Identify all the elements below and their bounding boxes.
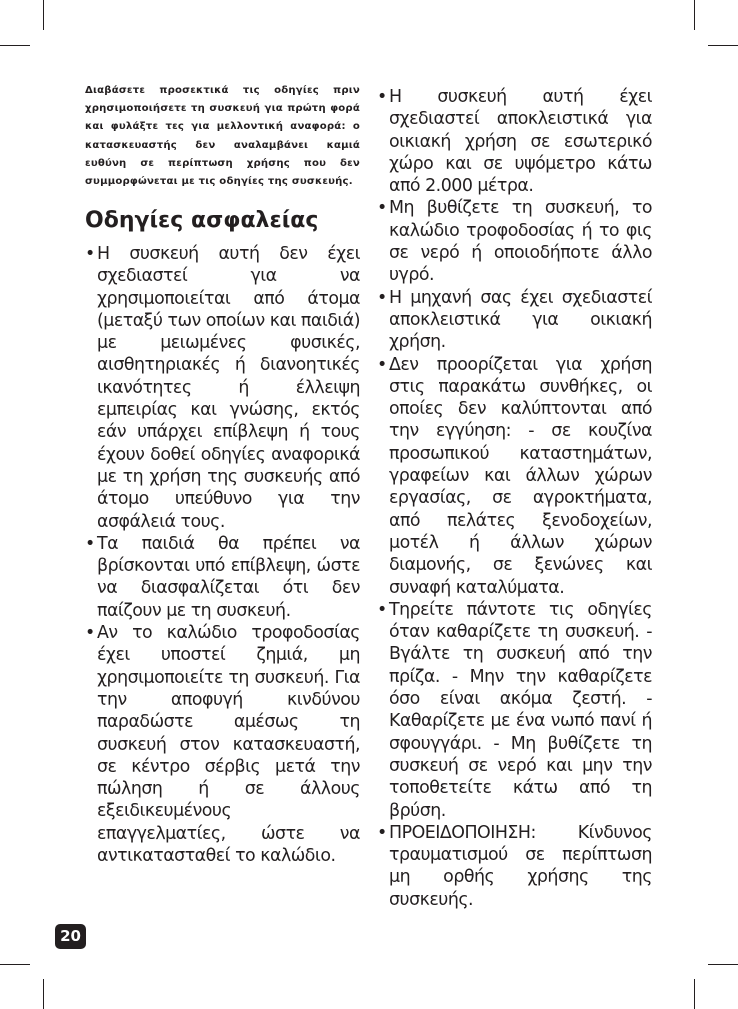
list-item: • Η συσκευή αυτή έχει σχεδιαστεί αποκλειστικά για οικιακή χρήση σε εσωτερικό χώρο και σε υψόμετρο κάτω από 2.000 μέτρα.: [377, 86, 652, 197]
list-item: • Μη βυθίζετε τη συσκευή, το καλώδιο τροφοδοσίας ή το φις σε νερό ή οποιοδήποτε άλλο υγρό.: [377, 197, 652, 286]
list-item: • Δεν προορίζεται για χρήση στις παρακάτω συνθήκες, οι οποίες δεν καλύπτονται από την εγγύηση: - σε κουζίνα προσωπικού καταστημάτων, γραφείων και άλλων χώρων εργασίας, σε αγροκτήματα, από πελάτες ξενοδοχείων, μοτέλ ή άλλων χώρων διαμονής, σε ξενώνες και συναφή καταλύματα.: [377, 354, 652, 599]
crop-mark-top-right-horizontal: [708, 45, 738, 46]
list-item: • Η συσκευή αυτή δεν έχει σχεδιαστεί για να χρησιμοποιείται από άτομα (μεταξύ των οποίων και παιδιά) με μειωμένες φυσικές, αισθητηριακές ή διανοητικές ικανότητες ή έλλειψη εμπειρίας και γνώσης, εκτός εάν υπάρχει επίβλεψη ή τους έχουν δοθεί οδηγίες αναφορικά με τη χρήση της συσκευής από άτομο υπεύθυνο για την ασφάλειά τους.: [85, 243, 360, 533]
crop-mark-bottom-left-vertical: [43, 979, 44, 1009]
list-item: • Τα παιδιά θα πρέπει να βρίσκονται υπό επίβλεψη, ώστε να διασφαλίζεται ότι δεν παίζουν με τη συσκευή.: [85, 533, 360, 622]
crop-mark-top-left-vertical: [43, 0, 44, 30]
page-number-badge: 20: [55, 924, 86, 949]
intro-paragraph: Διαβάσετε προσεκτικά τις οδηγίες πριν χρησιμοποιήσετε τη συσκευή για πρώτη φορά και φυλάξτε τες για μελλοντική αναφορά: ο κατασκευαστής δεν αναλαμβάνει καμιά ευθύνη σε περίπτωση χρήσης που δεν συμμορφώνεται με τις οδηγίες της συσκευής.: [85, 85, 360, 188]
crop-mark-bottom-right-horizontal: [708, 964, 738, 965]
crop-mark-bottom-right-vertical: [694, 979, 695, 1009]
crop-mark-top-left-horizontal: [0, 45, 30, 46]
right-column-list: [377, 86, 652, 911]
list-item: • Η μηχανή σας έχει σχεδιαστεί αποκλειστικά για οικιακή χρήση.: [377, 287, 652, 354]
list-item: • Αν το καλώδιο τροφοδοσίας έχει υποστεί ζημιά, μη χρησιμοποιείτε τη συσκευή. Για την αποφυγή κινδύνου παραδώστε αμέσως τη συσκευή στον κατασκευαστή, σε κέντρο σέρβις μετά την πώληση ή σε άλλους εξειδικευμένους επαγγελματίες, ώστε να αντικατασταθεί το καλώδιο.: [85, 622, 360, 867]
section-heading: Οδηγίες ασφαλείας: [85, 208, 319, 233]
list-item: • Τηρείτε πάντοτε τις οδηγίες όταν καθαρίζετε τη συσκευή. - Βγάλτε τη συσκευή από την πρίζα. - Μην την καθαρίζετε όσο είναι ακόμα ζεστή. - Καθαρίζετε με ένα νωπό πανί ή σφουγγάρι. - Μη βυθίζετε τη συσκευή σε νερό και μην την τοποθετείτε κάτω από τη βρύση.: [377, 599, 652, 822]
left-column-list: [85, 243, 360, 867]
crop-mark-top-right-vertical: [694, 0, 695, 30]
crop-mark-bottom-left-horizontal: [0, 964, 30, 965]
list-item: • ΠΡΟΕΙΔΟΠΟΙΗΣΗ: Κίνδυνος τραυματισμού σε περίπτωση μη ορθής χρήσης της συσκευής.: [377, 822, 652, 911]
